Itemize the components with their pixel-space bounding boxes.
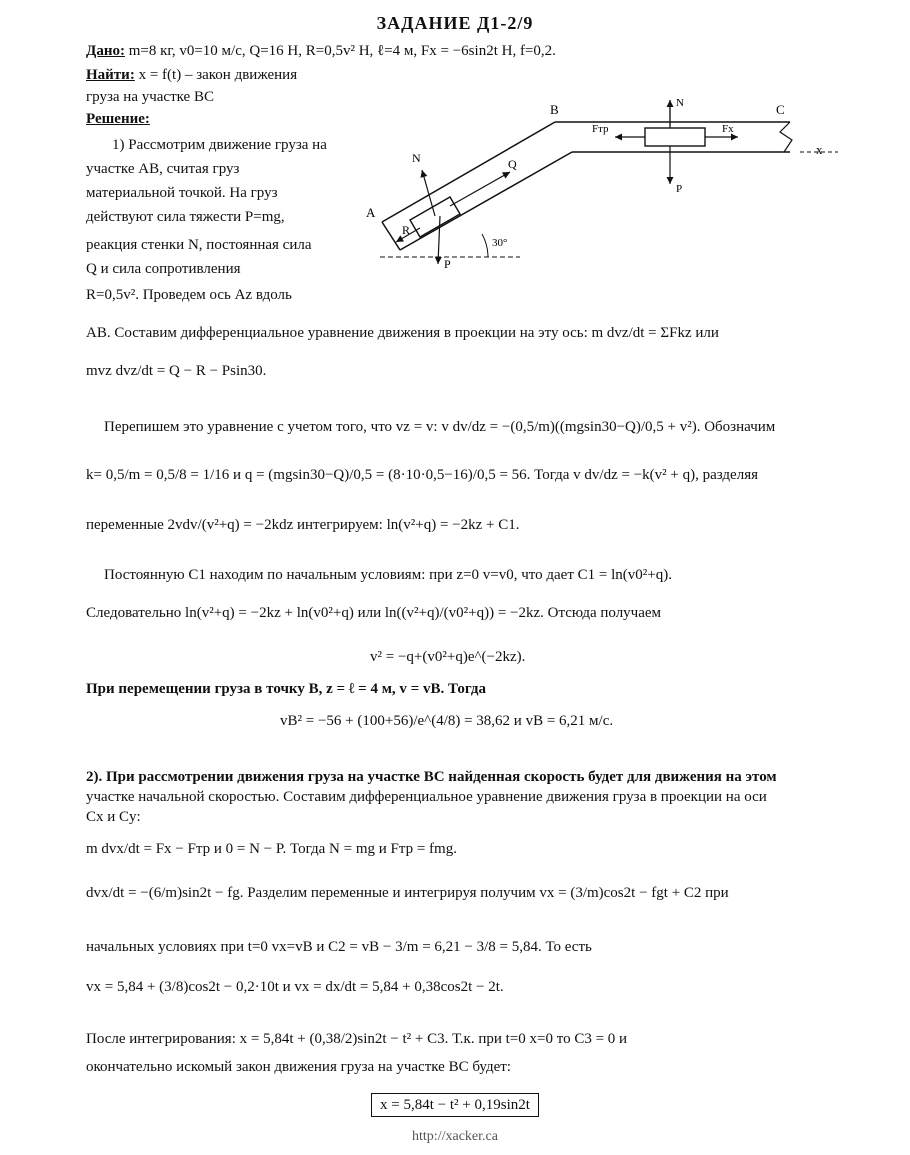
horizontal-channel [555,122,792,152]
angle-arc [482,234,488,257]
part2-line: Cx и Cy: [86,809,141,825]
point-b-line: При перемещении груза в точку B, z = ℓ = 4 м, v = vB. Тогда [86,681,486,697]
solution-label: Решение: [86,111,150,127]
mechanics-diagram [360,92,860,272]
label-a: A [366,205,376,220]
intro-line: 1) Рассмотрим движение груза на [112,137,327,153]
find-text: x = f(t) – закон движения [138,67,298,83]
answer-wrapper [0,1096,910,1114]
bc-equation: m dvx/dt = Fx − Fтр и 0 = N − P. Тогда N = mg и Fтр = fmg. [86,841,457,857]
after-integration-line: После интегрирования: x = 5,84t + (0,38/2)sin2t − t² + C3. Т.к. при t=0 x=0 то C3 = 0 и [86,1031,628,1047]
label-x: x [816,142,823,157]
label-b: B [550,102,559,117]
block-on-incline [410,197,460,237]
intro-line: R=0,5v². Проведем ось Az вдоль [86,287,292,303]
constant-line: Постоянную C1 находим по начальным условиям: при z=0 v=v0, что дает C1 = ln(v0²+q). [104,567,672,583]
label-p: P [444,257,451,271]
intro-line: материальной точкой. На груз [86,185,278,201]
separate-line: переменные 2vdv/(v²+q) = −2kdz интегрируем: ln(v²+q) = −2kz + C1. [86,517,520,533]
part2-line: участке начальной скоростью. Составим дифференциальное уравнение движения груза в проекции на оси [86,789,767,805]
find-line-2: груза на участке BC [86,89,214,105]
answer-box: x = 5,84t − t² + 0,19sin2t [371,1093,539,1117]
rewrite-line: Перепишем это уравнение с учетом того, что vz = v: v dv/dz = −(0,5/m)((mgsin30−Q)/0,5 + v²). Обозначим [104,419,776,435]
page-title: ЗАДАНИЕ Д1-2/9 [376,13,534,33]
label-n: N [412,151,421,165]
hence-line: Следовательно ln(v²+q) = −2kz + ln(v0²+q) или ln((v²+q)/(v0²+q)) = −2kz. Отсюда получаем [86,605,662,621]
label-q: Q [508,157,517,171]
incline-channel [382,122,572,250]
intro-line: участке AB, считая груз [86,161,240,177]
given-line [86,42,556,60]
find-label: Найти: [86,67,135,83]
vx-formula: vx = 5,84 + (3/8)cos2t − 0,2·10t и vx = dx/dt = 5,84 + 0,38cos2t − 2t. [86,979,504,995]
intro-line: реакция стенки N, постоянная сила [86,237,312,253]
part2-line: 2). При рассмотрении движения груза на участке BC найденная скорость будет для движения на этом [86,769,777,785]
label-n2: N [676,97,684,109]
separate-bc-line: dvx/dt = −(6/m)sin2t − fg. Разделим переменные и интегрируя получим vx = (3/m)cos2t − fgt + C2 при [86,885,729,901]
ab-equation-line: AB. Составим дифференциальное уравнение движения в проекции на эту ось: m dvz/dt = ΣFkz или [86,325,719,341]
find-line [86,66,297,84]
label-fx: Fx [722,123,734,135]
equation-1: mvz dvz/dt = Q − R − Psin30. [86,363,267,379]
k-definition: k= 0,5/m = 0,5/8 = 1/16 и q = (mgsin30−Q)/0,5 = (8·10·0,5−16)/0,5 = 56. Тогда v dv/dz = −k(v² + q), разделяя [86,467,758,483]
v-squared-formula: v² = −q+(v0²+q)e^(−2kz). [370,649,526,665]
footer-url: http://xacker.ca [412,1129,498,1144]
intro-line: Q и сила сопротивления [86,261,241,277]
given-text: m=8 кг, v0=10 м/с, Q=16 Н, R=0,5v² Н, ℓ=4 м, Fx = −6sin2t Н, f=0,2. [128,43,556,59]
given-label: Дано: [86,43,125,59]
label-ftr: Fтр [592,123,609,135]
block-horizontal [645,128,705,146]
label-p2: P [676,183,683,195]
final-text: окончательно искомый закон движения груза на участке BC будет: [86,1059,511,1075]
label-r: R [402,223,411,237]
label-angle: 30° [492,237,508,249]
initial-conditions-line: начальных условиях при t=0 vx=vB и C2 = vB − 3/m = 6,21 − 3/8 = 5,84. То есть [86,939,592,955]
intro-line: действуют сила тяжести P=mg, [86,209,285,225]
vb-calculation: vB² = −56 + (100+56)/e^(4/8) = 38,62 и vB = 6,21 м/с. [280,713,614,729]
label-c: C [776,102,785,117]
